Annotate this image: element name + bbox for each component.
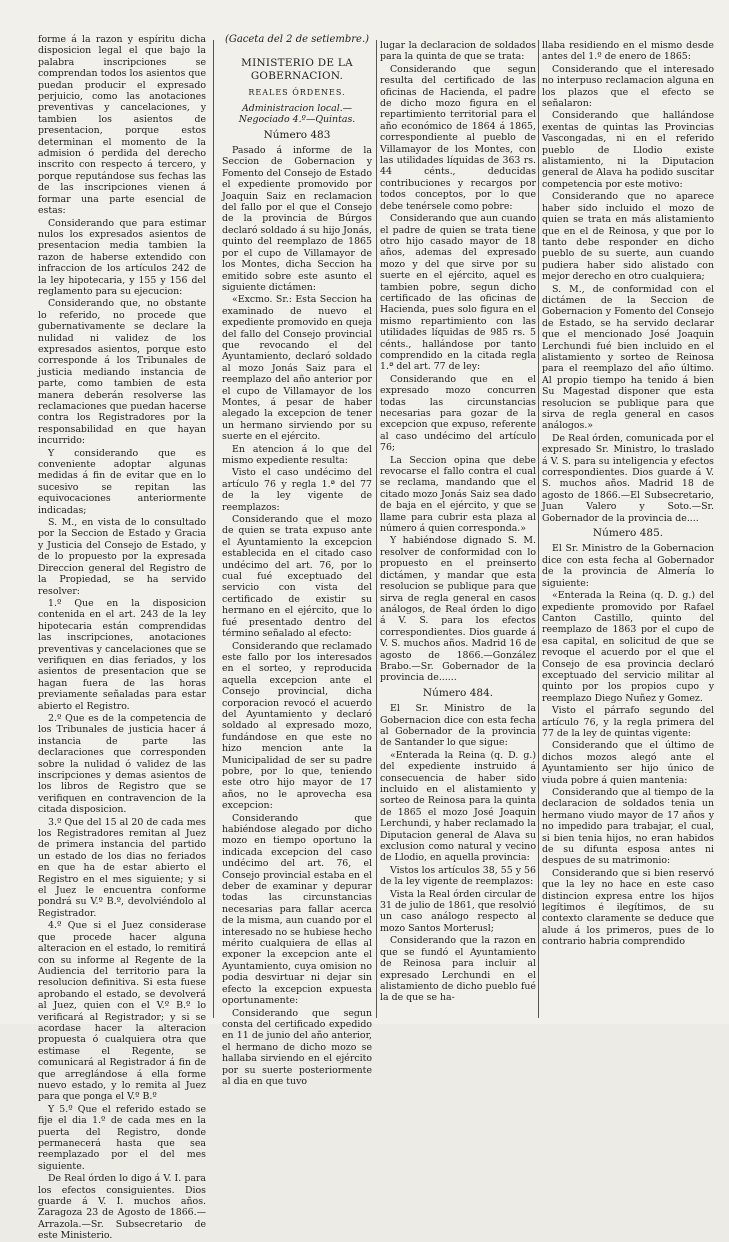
paragraph: 2.º Que es de la competencia de los Tribunales de justicia hacer á instancia de parte las declaraciones que corresponden sobre la nulidad ó validez de las inscripciones y demas asientos de los libros de Registro que se verifiquen en contravencion de la citada disposicion. xyxy=(38,712,206,816)
paragraph: De Real órden, comunicada por el expresado Sr. Ministro, lo traslado á V. S. para su inteligencia y efectos correspondientes. Dios guarde á V. S. muchos años. Madrid 18 de agosto de 1866.—El Subsecretario, Juan Valero y Soto.—Sr. Gobernador de la provincia de.... xyxy=(542,432,714,524)
paragraph: Considerando que aun cuando el padre de quien se trata tiene otro hijo casado mayor de 18 años, ademas del expresado mozo y del que sirve por su suerte en el ejército, aquel es tambien pobre, segun dicho certificado de las oficinas de Hacienda, pues solo figura en el mismo repartimiento con las utilidades líquidas de 985 rs. 5 cénts., hallándose por tanto comprendido en la citada regla 1.ª del art. 77 de ley: xyxy=(380,213,536,373)
column-rule xyxy=(213,40,214,1018)
column-1 xyxy=(38,34,206,1242)
paragraph: Considerando que segun resulta del certificado de las oficinas de Hacienda, el padre de dicho mozo figura en el repartimiento territorial para el año económico de 1864 á 1865, correspondiente al pueblo de Villamayor de los Montes, con las utilidades líquidas de 363 rs. 44 cénts., deducidas contribuciones y recargos por todos conceptos, por lo que debe tenérsele como pobre: xyxy=(380,63,536,212)
paragraph: 4.º Que si el Juez considerase que procede hacer alguna alteracion en el estado, lo remitirá con su informe al Regente de la Audiencia del territorio para la resolucion definitiva. Si esta fuese aprobando el estado, se devolverá al Juez, quien con el V.º B.º lo verificará al Registrador; y si se acordase hacer la alteracion propuesta ó cualquiera otra que estimase el Regente, se comunicará al Registrador á fin de que arreglándose á ella forme nuevo estado, y lo remita al Juez para que ponga el V.º B.º xyxy=(38,920,206,1103)
paragraph: 1.º Que en la disposicion contenida en el art. 243 de la ley hipotecaria están comprendidas las inscripciones, anotaciones preventivas y cancelaciones que se verifiquen en dias feriados, y los asientos de presentacion que se hagan fuera de las horas previamente señaladas para estar abierto el Registro. xyxy=(38,597,206,712)
paragraph: Visto el párrafo segundo del artículo 76, y la regla primera del 77 de la ley de quintas vigente: xyxy=(542,705,714,739)
paragraph: Vista la Real órden circular de 31 de julio de 1861, que resolvió un caso análogo respecto al mozo Santos Morterusl; xyxy=(380,888,536,934)
paragraph: Considerando que si bien reservó que la ley no hace en este caso distincion expresa entre los hijos legítimos é ilegítimos, de su contexto claramente se deduce que alude á los primeros, pues de lo contrario habria comprendido xyxy=(542,867,714,948)
column-2 xyxy=(222,34,372,1087)
column-rule xyxy=(538,40,539,1018)
paragraph: Considerando que no aparece haber sido incluido el mozo de quien se trata en más alistamiento que en el de Reinosa, y que por lo tanto debe responder en dicho pueblo de su suerte, aun cuando pudiera haber sido alistado con mejor derecho en otro cualquiera; xyxy=(542,191,714,283)
column-rule xyxy=(376,40,377,1018)
paragraph: El Sr. Ministro de la Gobernacion dice con esta fecha al Gobernador de la provincia de Santander lo que sigue: xyxy=(380,703,536,749)
reales-ordenes-heading: REALES ÓRDENES. xyxy=(248,88,346,98)
paragraph: «Enterada la Reina (q. D. g.) del expediente promovido por Rafael Canton Castillo, quinto del reemplazo de 1863 por el cupo de esa capital, en solicitud de que se revoque el acuerdo por el que el Consejo de esa provincia declaró exceptuado del servicio militar al quinto por los propios cupo y reemplazo Diego Nuñez y Gomez. xyxy=(542,590,714,704)
order-number: Número 484. xyxy=(422,686,494,699)
paragraph: De Real órden lo digo á V. I. para los efectos consiguientes. Dios guarde á V. I. muchos años. Zaragoza 23 de Agosto de 1866.—Arrazola.—Sr. Subsecretario de este Ministerio. xyxy=(38,1173,206,1242)
paragraph: Considerando que para estimar nulos los expresados asientos de presentacion media tambien la razon de haberse extendido con infraccion de los artículos 242 de la ley hipotecaria, y 155 y 156 del reglamento para su ejecucion: xyxy=(38,217,206,297)
paragraph: Visto el caso undécimo del artículo 76 y regla 1.ª del 77 de la ley vigente de reemplazos: xyxy=(222,467,372,513)
ministry-title: MINISTERIO DE LA GOBERNACION. xyxy=(241,57,353,83)
paragraph: Considerando que, no obstante lo referido, no procede que gubernativamente se declare la nulidad ni validez de los expresados asientos, porque esto corresponde á los Tribunales de justicia mediando instancia de parte, como tambien de esta manera deberán resolverse las reclamaciones que puedan hacerse contra los Registradores por la responsabilidad en que hayan incurrido: xyxy=(38,298,206,447)
paragraph: En atencion á lo que del mismo expediente resulta: xyxy=(222,443,372,466)
paragraph: Considerando que habiéndose alegado por dicho mozo en tiempo oportuno la indicada excepcion del caso undécimo del art. 76, el Consejo provincial estaba en el deber de examinar y depurar todas las circunstancias necesarias para fallar acerca de la misma, aun cuando por el interesado no se hubiese hecho mérito cualquiera de ellas al exponer la excepcion ante el Ayuntamiento, cuya omision no podia desvirtuar ni dejar sin efecto la excepcion expuesta oportunamente: xyxy=(222,812,372,1007)
paragraph: S. M., de conformidad con el dictámen de la Seccion de Gobernacion y Fomento del Consejo de Estado, se ha servido declarar que el mencionado José Joaquin Lerchundi fué bien incluido en el alistamiento y sorteo de Reinosa para el reemplazo del año último. Al propio tiempo ha tenido á bien Su Magestad disponer que esta resolucion se publique para que sirva de regla general en casos análogos.» xyxy=(542,283,714,432)
paragraph: 3.º Que del 15 al 20 de cada mes los Registradores remitan al Juez de primera instancia del partido un estado de los dias no feriados en que ha de estar abierto el Registro en el mes siguiente; y si el Juez le encuentra conforme pondrá su V.º B.º, devolviéndolo al Registrador. xyxy=(38,816,206,919)
paragraph: S. M., en vista de lo consultado por la Seccion de Estado y Gracia y Justicia del Consejo de Estado, y de lo propuesto por la expresada Direccion general del Registro de la Propiedad, se ha servido resolver: xyxy=(38,517,206,597)
gazette-header: (Gaceta del 2 de setiembre.) xyxy=(224,34,370,45)
paragraph: «Enterada la Reina (q. D. g.) del expediente instruido á consecuencia de haber sido incluido en el alistamiento y sorteo de Reinosa para la quinta de 1865 el mozo José Joaquin Lerchundi, y haber reclamado la Diputacion general de Alava su exclusion como natural y vecino de Llodio, en aquella provincia: xyxy=(380,749,536,864)
column-3 xyxy=(380,40,536,1016)
column-4 xyxy=(542,40,714,1016)
paragraph: «Excmo. Sr.: Esta Seccion ha examinado de nuevo el expediente promovido en queja del fallo del Consejo provincial que revocando el del Ayuntamiento, declaró soldado al mozo Jonás Saiz para el reemplazo del año anterior por el cupo de Villamayor de los Montes, á pesar de haber alegado la excepcion de tener un hermano sirviendo por su suerte en el ejército. xyxy=(222,294,372,443)
paragraph: La Seccion opina que debe revocarse el fallo contra el cual se reclama, mandando que el citado mozo Jonás Saiz sea dado de baja en el ejército, y que se llame para cubrir esta plaza al número á quien corresponda.» xyxy=(380,454,536,535)
paragraph: lugar la declaracion de soldados para la quinta de que se trata: xyxy=(380,40,536,63)
paragraph: Y considerando que es conveniente adoptar algunas medidas á fin de evitar que en lo sucesivo se repitan las equivocaciones anteriormente indicadas; xyxy=(38,447,206,516)
paragraph: Considerando que el mozo de quien se trata expuso ante el Ayuntamiento la excepcion establecida en el citado caso undécimo del art. 76, por lo cual fué exceptuado del servicio con vista del certificado de existir su hermano en el ejército, que lo fué presentado dentro del término señalado al efecto: xyxy=(222,514,372,640)
paragraph: Considerando que hallándose exentas de quintas las Provincias Vascongadas, ni en el referido pueblo de Llodio existe alistamiento, ni la Diputacion general de Alava ha podido suscitar competencia por este motivo: xyxy=(542,110,714,190)
paragraph: Y habiéndose dignado S. M. resolver de conformidad con lo propuesto en el preinserto dictámen, y mandar que esta resolucion se publique para que sirva de regla general en casos análogos, de Real órden lo digo á V. S. para los efectos correspondientes. Dios guarde á V. S. muchos años. Madrid 16 de agosto de 1866.—González Brabo.—Sr. Gobernador de la provincia de...... xyxy=(380,535,536,684)
paragraph: Considerando que en el expresado mozo concurren todas las circunstancias necesarias para gozar de la excepcion que expuso, referente al caso undécimo del artículo 76; xyxy=(380,373,536,454)
paragraph: Y 5.º Que el referido estado se fije el dia 1.º de cada mes en la puerta del Registro, donde permanecerá hasta que sea reemplazado por el del mes siguiente. xyxy=(38,1103,206,1172)
paragraph: Pasado á informe de la Seccion de Gobernacion y Fomento del Consejo de Estado el expediente promovido por Joaquin Saiz en reclamacion del fallo por el que el Consejo de la provincia de Búrgos declaró soldado á su hijo Jonás, quinto del reemplazo de 1865 por el cupo de Villamayor de los Montes, dicha Seccion ha emitido sobre este asunto el siguiente dictámen: xyxy=(222,145,372,293)
paragraph: Vistos los artículos 38, 55 y 56 de la ley vigente de reemplazos: xyxy=(380,864,536,888)
section-heading: Administracion local.—Negociado 4.º—Quintas. xyxy=(238,102,356,126)
paragraph: El Sr. Ministro de la Gobernacion dice con esta fecha al Gobernador de la provincia de Almería lo siguiente: xyxy=(542,543,714,589)
paragraph: forme á la razon y espíritu dicha disposicion legal el que bajo la palabra inscripciones se comprendan todos los asientos que puedan producir el expresado perjuicio, como las anotaciones preventivas y cancelaciones, y tambien los asientos de presentacion, porque estos determinan el momento de la admision ó perdida del derecho inscrito con respecto á tercero, y porque reputándose sus fechas las de las inscripciones vienen á formar una parte esencial de estas: xyxy=(38,34,206,217)
order-number: Número 485. xyxy=(592,527,664,540)
paragraph: Considerando que la razon en que se fundó el Ayuntamiento de Reinosa para incluir al expresado Lerchundi en el alistamiento de dicho pueblo fué la de que se ha- xyxy=(380,935,536,1004)
paragraph: Considerando que el interesado no interpuso reclamacion alguna en los plazos que el efecto se señalaron: xyxy=(542,63,714,110)
paragraph: llaba residiendo en el mismo desde antes del 1.º de enero de 1865: xyxy=(542,40,714,63)
paragraph: Considerando que el último de dichos mozos alegó ante el Ayuntamiento ser hijo único de viuda pobre á quien mantenia: xyxy=(542,740,714,786)
paragraph: Considerando que reclamado este fallo por los interesados en el sorteo, y reproducida aquella excepcion ante el Consejo provincial, dicha corporacion revocó el acuerdo del Ayuntamiento y declaró soldado al expresado mozo, fundándose en que este no hizo mencion ante la Municipalidad de ser su padre pobre, por lo que, teniendo este otro hijo mayor de 17 años, no le aprovecha esa excepcion: xyxy=(222,640,372,812)
paragraph: Considerando que al tiempo de la declaracion de soldados tenia un hermano viudo mayor de 17 años y no impedido para trabajar, el cual, si bien tenia hijos, no eran habidos de su difunta esposa antes ni despues de su matrimonio: xyxy=(542,787,714,867)
order-number: Número 483 xyxy=(263,128,331,141)
paragraph: Considerando que segun consta del certificado expedido en 11 de junio del año anterior, el hermano de dicho mozo se hallaba sirviendo en el ejército por su suerte posteriormente al dia en que tuvo xyxy=(222,1007,372,1087)
